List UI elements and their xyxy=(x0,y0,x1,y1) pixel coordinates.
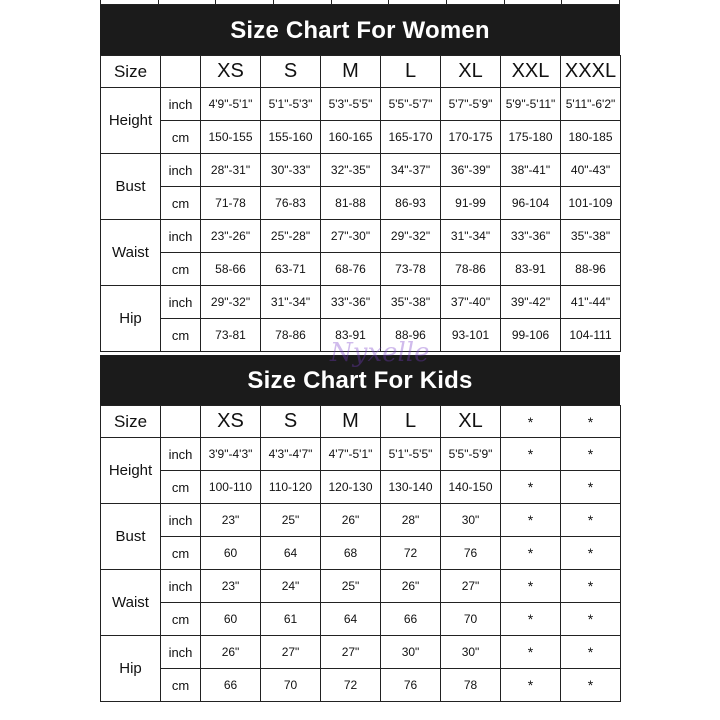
size-value-cell: 33"-36" xyxy=(501,220,561,253)
measure-label: Height xyxy=(101,438,161,504)
size-value-cell: 3'9"-4'3" xyxy=(201,438,261,471)
size-value-cell: 68-76 xyxy=(321,253,381,286)
unit-label: inch xyxy=(161,88,201,121)
table-row xyxy=(101,220,621,253)
measure-label: Waist xyxy=(101,220,161,286)
size-value-cell: 100-110 xyxy=(201,471,261,504)
size-value-cell: 26" xyxy=(321,504,381,537)
size-value-cell: 73-78 xyxy=(381,253,441,286)
size-value-cell: * xyxy=(501,669,561,702)
size-value-cell: 38"-41" xyxy=(501,154,561,187)
size-value-cell: 140-150 xyxy=(441,471,501,504)
size-value-cell: * xyxy=(561,438,621,471)
size-value-cell: 23"-26" xyxy=(201,220,261,253)
kids-chart-title: Size Chart For Kids xyxy=(100,355,620,405)
unit-label: inch xyxy=(161,570,201,603)
unit-header-cell xyxy=(161,406,201,438)
measure-label: Waist xyxy=(101,570,161,636)
size-value-cell: * xyxy=(561,603,621,636)
table-row xyxy=(101,570,621,603)
table-row xyxy=(101,438,621,471)
size-value-cell: 88-96 xyxy=(381,319,441,352)
size-value-cell: 32"-35" xyxy=(321,154,381,187)
size-value-cell: 23" xyxy=(201,504,261,537)
size-value-cell: 70 xyxy=(441,603,501,636)
measure-label: Height xyxy=(101,88,161,154)
size-header-cell: XS xyxy=(201,406,261,438)
size-value-cell: * xyxy=(501,438,561,471)
size-value-cell: 36"-39" xyxy=(441,154,501,187)
unit-label: cm xyxy=(161,471,201,504)
size-value-cell: 26" xyxy=(381,570,441,603)
table-row xyxy=(101,253,621,286)
table-row xyxy=(101,286,621,319)
size-header-row xyxy=(101,406,621,438)
size-value-cell: 30"-33" xyxy=(261,154,321,187)
size-value-cell: 72 xyxy=(321,669,381,702)
size-value-cell: 130-140 xyxy=(381,471,441,504)
size-value-cell: 81-88 xyxy=(321,187,381,220)
size-value-cell: 25" xyxy=(261,504,321,537)
size-value-cell: 76 xyxy=(441,537,501,570)
size-value-cell: 5'7"-5'9" xyxy=(441,88,501,121)
table-row xyxy=(101,471,621,504)
size-header-cell: XL xyxy=(441,406,501,438)
size-value-cell: 180-185 xyxy=(561,121,621,154)
size-header-cell: XXXL xyxy=(561,56,621,88)
size-value-cell: 28"-31" xyxy=(201,154,261,187)
unit-label: cm xyxy=(161,253,201,286)
size-value-cell: 64 xyxy=(321,603,381,636)
size-value-cell: 4'3"-4'7" xyxy=(261,438,321,471)
size-value-cell: 86-93 xyxy=(381,187,441,220)
size-value-cell: 4'9"-5'1" xyxy=(201,88,261,121)
size-value-cell: 96-104 xyxy=(501,187,561,220)
size-value-cell: 175-180 xyxy=(501,121,561,154)
size-value-cell: 35"-38" xyxy=(381,286,441,319)
size-value-cell: 61 xyxy=(261,603,321,636)
size-value-cell: * xyxy=(561,471,621,504)
size-header-row xyxy=(101,56,621,88)
size-value-cell: 70 xyxy=(261,669,321,702)
size-value-cell: 5'11"-6'2" xyxy=(561,88,621,121)
size-value-cell: 27" xyxy=(321,636,381,669)
size-value-cell: 83-91 xyxy=(321,319,381,352)
size-value-cell: 170-175 xyxy=(441,121,501,154)
table-row xyxy=(101,636,621,669)
size-value-cell: 30" xyxy=(381,636,441,669)
size-value-cell: * xyxy=(501,537,561,570)
size-value-cell: 88-96 xyxy=(561,253,621,286)
size-header-cell: S xyxy=(261,406,321,438)
measure-label: Hip xyxy=(101,636,161,702)
size-value-cell: 155-160 xyxy=(261,121,321,154)
size-value-cell: 73-81 xyxy=(201,319,261,352)
size-value-cell: * xyxy=(561,537,621,570)
unit-label: cm xyxy=(161,537,201,570)
size-value-cell: 150-155 xyxy=(201,121,261,154)
measure-label: Hip xyxy=(101,286,161,352)
size-value-cell: 33"-36" xyxy=(321,286,381,319)
size-value-cell: 24" xyxy=(261,570,321,603)
size-value-cell: 29"-32" xyxy=(201,286,261,319)
table-row xyxy=(101,537,621,570)
unit-label: cm xyxy=(161,121,201,154)
size-header-label: Size xyxy=(101,406,161,438)
measure-label: Bust xyxy=(101,154,161,220)
size-header-cell: L xyxy=(381,56,441,88)
unit-label: cm xyxy=(161,669,201,702)
table-row xyxy=(101,154,621,187)
unit-label: cm xyxy=(161,187,201,220)
unit-label: inch xyxy=(161,636,201,669)
women-chart-title: Size Chart For Women xyxy=(100,5,620,55)
size-header-cell: M xyxy=(321,56,381,88)
unit-label: cm xyxy=(161,603,201,636)
size-value-cell: 110-120 xyxy=(261,471,321,504)
size-value-cell: 78-86 xyxy=(261,319,321,352)
table-row xyxy=(101,669,621,702)
size-value-cell: 26" xyxy=(201,636,261,669)
size-value-cell: 27" xyxy=(261,636,321,669)
size-value-cell: * xyxy=(501,603,561,636)
size-value-cell: 5'1"-5'5" xyxy=(381,438,441,471)
size-value-cell: 64 xyxy=(261,537,321,570)
size-value-cell: 31"-34" xyxy=(441,220,501,253)
size-value-cell: 76 xyxy=(381,669,441,702)
size-value-cell: 60 xyxy=(201,537,261,570)
size-header-cell: M xyxy=(321,406,381,438)
size-value-cell: 66 xyxy=(381,603,441,636)
size-value-cell: 30" xyxy=(441,504,501,537)
size-header-cell: * xyxy=(501,406,561,438)
size-value-cell: 41"-44" xyxy=(561,286,621,319)
size-value-cell: 28" xyxy=(381,504,441,537)
size-value-cell: 5'9"-5'11" xyxy=(501,88,561,121)
size-value-cell: 5'1"-5'3" xyxy=(261,88,321,121)
women-size-table xyxy=(100,55,621,352)
size-value-cell: 68 xyxy=(321,537,381,570)
size-value-cell: 72 xyxy=(381,537,441,570)
size-value-cell: 78 xyxy=(441,669,501,702)
size-value-cell: 76-83 xyxy=(261,187,321,220)
size-value-cell: 23" xyxy=(201,570,261,603)
size-value-cell: * xyxy=(501,636,561,669)
unit-header-cell xyxy=(161,56,201,88)
watermark: Nyxelle xyxy=(330,338,430,368)
size-value-cell: 5'5"-5'7" xyxy=(381,88,441,121)
measure-label: Bust xyxy=(101,504,161,570)
size-value-cell: 25" xyxy=(321,570,381,603)
size-value-cell: 78-86 xyxy=(441,253,501,286)
size-value-cell: 31"-34" xyxy=(261,286,321,319)
size-header-cell: * xyxy=(561,406,621,438)
table-row xyxy=(101,504,621,537)
table-row xyxy=(101,187,621,220)
size-value-cell: * xyxy=(501,471,561,504)
size-value-cell: 91-99 xyxy=(441,187,501,220)
table-row xyxy=(101,319,621,352)
unit-label: inch xyxy=(161,504,201,537)
size-header-cell: S xyxy=(261,56,321,88)
size-value-cell: 60 xyxy=(201,603,261,636)
size-value-cell: 58-66 xyxy=(201,253,261,286)
size-value-cell: * xyxy=(561,504,621,537)
size-value-cell: * xyxy=(561,669,621,702)
table-row xyxy=(101,88,621,121)
size-value-cell: 30" xyxy=(441,636,501,669)
size-value-cell: 63-71 xyxy=(261,253,321,286)
size-header-cell: XS xyxy=(201,56,261,88)
size-value-cell: 93-101 xyxy=(441,319,501,352)
size-value-cell: 71-78 xyxy=(201,187,261,220)
size-value-cell: 104-111 xyxy=(561,319,621,352)
kids-size-chart xyxy=(100,355,620,702)
size-value-cell: 101-109 xyxy=(561,187,621,220)
table-row xyxy=(101,121,621,154)
unit-label: inch xyxy=(161,154,201,187)
size-value-cell: 120-130 xyxy=(321,471,381,504)
size-value-cell: 35"-38" xyxy=(561,220,621,253)
size-value-cell: * xyxy=(561,636,621,669)
unit-label: inch xyxy=(161,438,201,471)
size-value-cell: 165-170 xyxy=(381,121,441,154)
size-value-cell: 5'3"-5'5" xyxy=(321,88,381,121)
size-value-cell: * xyxy=(561,570,621,603)
size-header-cell: XXL xyxy=(501,56,561,88)
size-value-cell: 27"-30" xyxy=(321,220,381,253)
unit-label: inch xyxy=(161,220,201,253)
size-value-cell: 5'5"-5'9" xyxy=(441,438,501,471)
size-value-cell: 39"-42" xyxy=(501,286,561,319)
size-value-cell: 4'7"-5'1" xyxy=(321,438,381,471)
kids-size-table xyxy=(100,405,621,702)
size-value-cell: * xyxy=(501,570,561,603)
table-row xyxy=(101,603,621,636)
size-value-cell: 29"-32" xyxy=(381,220,441,253)
unit-label: inch xyxy=(161,286,201,319)
size-header-label: Size xyxy=(101,56,161,88)
size-value-cell: 160-165 xyxy=(321,121,381,154)
women-size-chart xyxy=(100,0,620,352)
unit-label: cm xyxy=(161,319,201,352)
size-value-cell: * xyxy=(501,504,561,537)
size-header-cell: XL xyxy=(441,56,501,88)
size-value-cell: 37"-40" xyxy=(441,286,501,319)
size-value-cell: 25"-28" xyxy=(261,220,321,253)
size-value-cell: 83-91 xyxy=(501,253,561,286)
size-value-cell: 66 xyxy=(201,669,261,702)
size-value-cell: 99-106 xyxy=(501,319,561,352)
size-value-cell: 40"-43" xyxy=(561,154,621,187)
size-value-cell: 27" xyxy=(441,570,501,603)
size-header-cell: L xyxy=(381,406,441,438)
size-value-cell: 34"-37" xyxy=(381,154,441,187)
